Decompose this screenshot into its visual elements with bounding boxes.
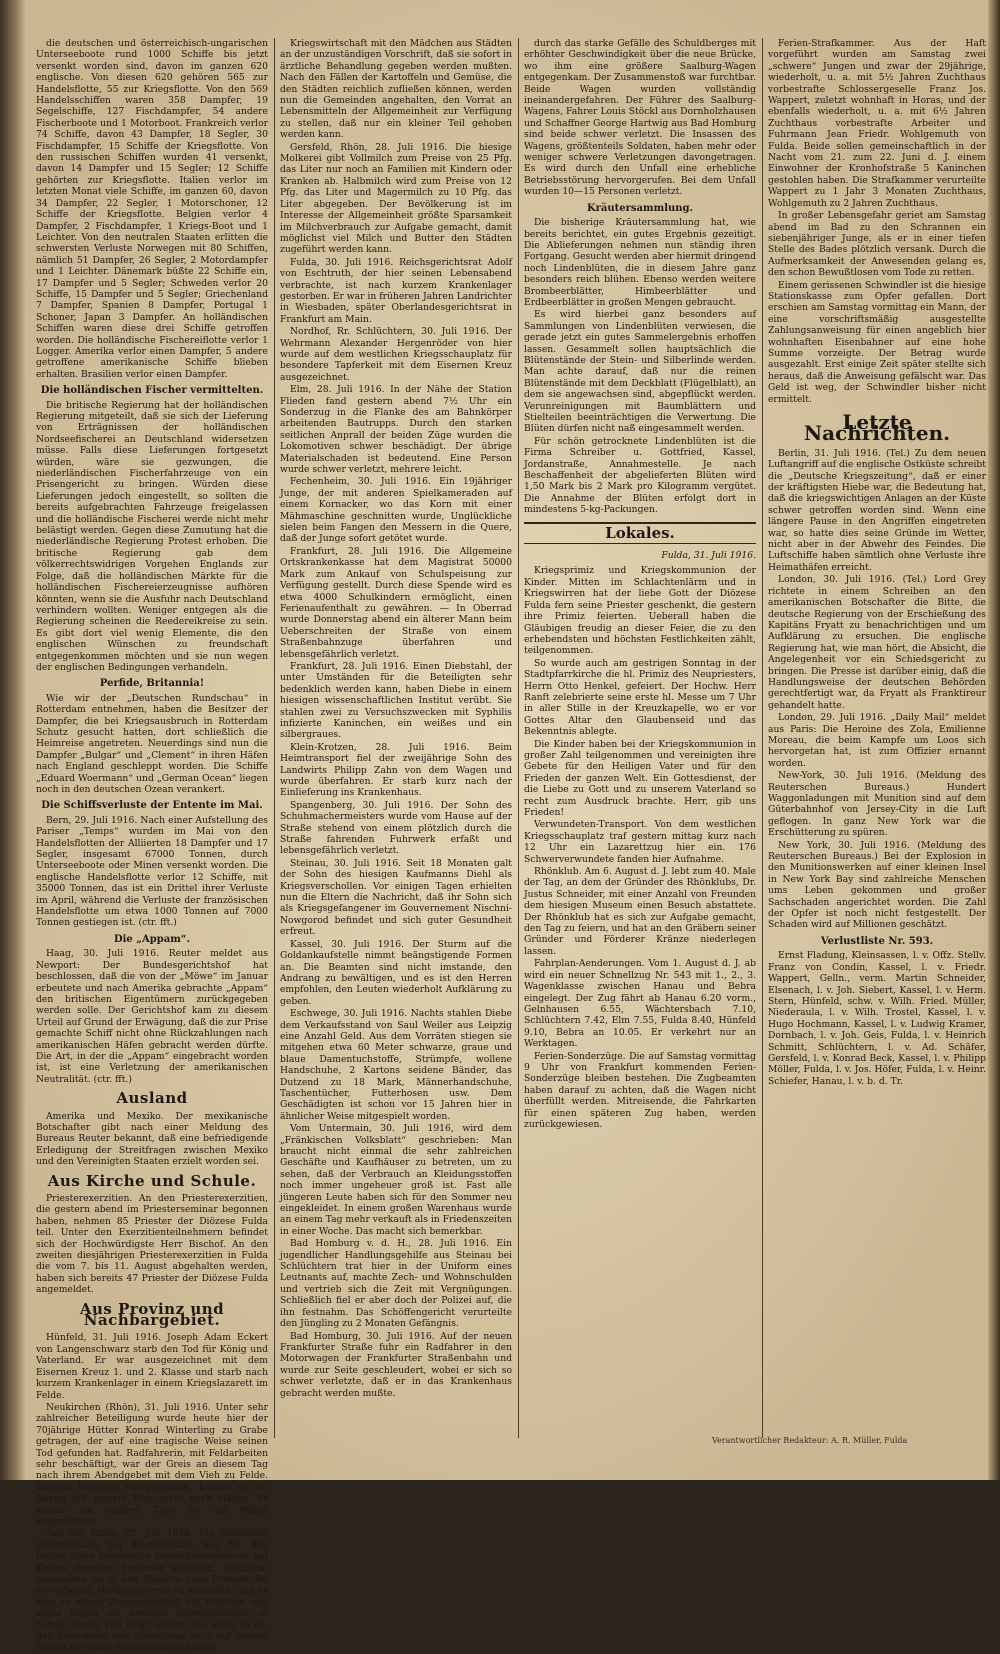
section-heading: Aus Provinz und Nachbargebiet.: [79, 1299, 225, 1330]
article-paragraph: Elm, 28. Juli 1916. In der Nähe der Station Flieden fand gestern abend 7½ Uhr ein Sonderzug in die Flanke des am Bahnkörper arbeitenden Bautrupps. Durch den starken seitlichen Anprall der beiden Züge wurden die Lokomotiven schwer beschädigt. Der übrige Materialschaden ist bedeutend. Eine Person wurde schwer verletzt, mehrere leicht.: [280, 384, 512, 476]
article-paragraph: Aus der Rhön, 28. Juli 1916. Die Gemeinde Unterelsbach bei Mellrichstadt hat für den Bezirk ihres Gemeindes Gewerbekonsument auf Kosten fremden Personen verboten. Trotzdem sammelten sie in den Wäldern viele Fremde. Da es verboten, Himbeerbeeren zu sammeln, und es kam zu einem Zusammenstoß mit Knütteln und sogar gegen die fremden Beerensammler so heftig. Dieser Fall zeigt wieder, wie nötig es ist, daß Einwohner und Auswärtige auch auf diesem Gebiet ein gutes Einvernehmen halten.: [36, 1528, 268, 1654]
article-paragraph: Einem gerissenen Schwindler ist die hiesige Stationskasse zum Opfer gefallen. Dort erschien am Samstag vormittag ein Mann, der eine vorschriftsmäßig ausgestellte Zahlungsanweisung für einen angeblich hier wohnhaften Eisenbahner auf eine hohe Summe vorzeigte. Der Betrag wurde ausgezahlt. Erst einige Zeit später stellte sich heraus, daß die Anweisung gefälscht war. Das Geld ist weg, der Schwindler bisher nicht ermittelt.: [768, 279, 986, 405]
column-4: [768, 38, 986, 1438]
article-paragraph: Ferien-Sonderzüge. Die auf Samstag vormittag 9 Uhr von Frankfurt kommenden Ferien-Sonderzüge bleiben bestehen. Die Zugbeamten haben darauf zu achten, daß die Wagen nicht überfüllt werden. Mitreisende, die Fahrkarten für einen späteren Zug haben, werden zurückgewiesen.: [524, 1050, 756, 1130]
article-paragraph: Spangenberg, 30. Juli 1916. Der Sohn des Schuhmachermeisters wurde vom Hause auf der Straße stehend von einem plötzlich durch die Straße fahrenden Fuhrwerk erfaßt und lebensgefährlich verletzt.: [280, 799, 512, 857]
column-2: [280, 38, 512, 1438]
article-subheading: Die Schiffsverluste der Entente im Mai.: [41, 800, 263, 812]
article-paragraph: Bern, 29. Juli 1916. Nach einer Aufstellung des Pariser „Temps“ wurden im Mai von den Handelsflotten der Alliierten 18 Dampfer und 17 Segler, insgesamt 67000 Tonnen, durch Unterseeboote oder Minen versenkt worden. Die englische Handelsflotte verlor 12 Schiffe, mit 35000 Tonnen, das ist ein Drittel ihrer Verluste im April, während die Verluste der französischen Handelsflotte um etwa 1000 Tonnen auf 7000 Tonnen gestiegen ist. (ctr. fft.): [36, 814, 268, 929]
article-subheading: Die „Appam“.: [113, 933, 191, 945]
footer-credit: Verantwortlicher Redakteur: A. R. Müller, Fulda: [712, 1436, 908, 1445]
dateline: Fulda, 31. Juli 1916.: [661, 550, 756, 562]
column-rule: [762, 38, 763, 1438]
article-paragraph: Vom Untermain, 30. Juli 1916, wird dem „Fränkischen Volksblatt“ geschrieben: Man braucht nicht einmal die sehr zahlreichen Geschäfte und Kaufhäuser zu betreten, um zu sehen, daß der Verbrauch an Kleidungsstoffen noch immer ungeheuer groß ist. Fast alle jüngeren Leute haben sich für den Sommer neu eingekleidet. In einem großen Warenhaus wurde an einem Tag mehr verkauft als in Friedenszeiten in einer Woche. Das macht sich bemerkbar.: [280, 1123, 512, 1237]
binding-edge-left: [0, 0, 26, 1480]
article-subheading: Kräutersammlung.: [586, 202, 694, 214]
article-paragraph: Nordhof, Rr. Schlüchtern, 30. Juli 1916. Der Wehrmann Alexander Hergenröder von hier wurde auf dem westlichen Kriegsschauplatz für besondere Tapferkeit mit dem Eisernen Kreuz ausgezeichnet.: [280, 326, 512, 383]
section-heading: Ausland: [116, 1089, 188, 1108]
article-paragraph: Fechenheim, 30. Juli 1916. Ein 19jähriger Junge, der mit anderen Spielkameraden auf einem Kornacker, wo das Korn mit einer Mähmaschine geschnitten wurde, Unglückliche sielen beim Fangen den Messern in die Quere, daß der Junge sofort getötet wurde.: [280, 476, 512, 545]
article-paragraph: Steinau, 30. Juli 1916. Seit 18 Monaten galt der Sohn des hiesigen Kaufmanns Diehl als Kriegsverschollen. Vor einigen Tagen erhielten nun die Eltern die Nachricht, daß ihr Sohn sich als Kriegsgefangener im Gouvernement Nischni-Nowgorod befindet und sich guter Gesundheit erfreut.: [280, 857, 512, 938]
article-paragraph: Klein-Krotzen, 28. Juli 1916. Beim Heimtransport fiel der zweijährige Sohn des Landwirts Philipp Zahn von dem Wagen und wurde überfahren. Er starb kurz nach der Einlieferung ins Krankenhaus.: [280, 741, 512, 799]
article-paragraph: Priesterexerzitien. An den Priesterexerzitien, die gestern abend im Priesterseminar begonnen haben, nehmen 85 Priester der Diözese Fulda teil. Unter den Exerzitienteilnehmern befindet sich der Hochwürdigste Herr Bischof. An den zweiten diesjährigen Priesterexerzitien in Fulda die vom 7. bis 11. August abgehalten werden, haben sich bereits 47 Priester der Diözese Fulda angemeldet.: [36, 1193, 268, 1296]
article-subheading: Perfide, Britannia!: [99, 678, 205, 690]
article-paragraph: Frankfurt, 28. Juli 1916. Einen Diebstahl, der unter Umständen für die Beteiligten sehr bedenklich werden kann, haben Diebe in einem hiesigen wissenschaftlichen Institut verübt. Sie stahlen zwei zu Versuchszwecken mit Syphilis infizierte Kaninchen, ein weißes und ein silbergraues.: [280, 660, 512, 741]
column-3: [524, 38, 756, 1438]
binding-edge-right: [988, 0, 1000, 1480]
column-rule: [274, 38, 275, 1438]
article-paragraph: New-York, 30. Juli 1916. (Meldung des Reuterschen Bureaus.) Hundert Waggonladungen mit Munition sind auf dem Güterbahnhof von Jersey-City in die Luft geflogen. In ganz New York war die Erschütterung zu spüren.: [768, 770, 986, 839]
article-paragraph: Neukirchen (Rhön), 31. Juli 1916. Unter sehr zahlreicher Beteiligung wurde heute hier der 70jährige Hütter Konrad Winterling zu Grabe getragen, der auf eine tragische Weise seinen Tod gefunden hat. Radfahrerin, mit Feldarbeiten sehr beschäftigt, war der Greis an diesem Tag nach ihrem Abendgebet mit dem Vieh zu Felde. Diesem Wunsche entsprechend, kommt er am Abend mit seinem Vieh nicht nach Hause. Er wurde am andern Tage tot im Walde aufgefunden.: [36, 1401, 268, 1527]
article-paragraph: Kriegswirtschaft mit den Mädchen aus Städten an der unzuständigen Vorschrift, daß sie sofort in ärztliche Behandlung gegeben werden mußten. Nach den Fällen der Kartoffeln und Gemüse, die den Städten reichlich zufließen können, werden nun die Gemeinden angehalten, den Vorrat an Lebensmitteln der Allgemeinheit zur Verfügung zu stellen, daß nur ein kleiner Teil gehoben werden kann.: [280, 38, 512, 141]
column-rule: [518, 38, 519, 1438]
article-paragraph: Frankfurt, 28. Juli 1916. Die Allgemeine Ortskrankenkasse hat dem Magistrat 50000 Mark zum Ankauf von Schulspeisung zur Verfügung gestellt. Durch diese Spende wird es etwa 4000 Schulkindern ermöglicht, einen Ferienaufenthalt zu gewähren. — In Oberrad wurde Donnerstag abend ein älterer Mann beim Ueberschreiten der Straße von einem Straßenbahnzuge überfahren und lebensgefährlich verletzt.: [280, 545, 512, 660]
article-paragraph: Hünfeld, 31. Juli 1916. Joseph Adam Eckert von Langenschwarz starb den Tod für König und Vaterland. Er war ausgezeichnet mit dem Eisernen Kreuz 1. und 2. Klasse und starb nach kurzem Krankenlager in einem Kriegslazarett im Felde.: [36, 1332, 268, 1401]
article-paragraph: Amerika und Mexiko. Der mexikanische Botschafter gibt nach einer Meldung des Bureaus Reuter bekannt, daß eine befriedigende Erledigung der Streitfragen zwischen Mexiko und den Vereinigten Staaten erzielt worden sei.: [36, 1110, 268, 1168]
column-1: [36, 38, 268, 1654]
article-paragraph: Bad Homburg v. d. H., 28. Juli 1916. Ein jugendlicher Handlungsgehilfe aus Steinau bei Schlüchtern trat hier in der Uniform eines Leutnants auf, machte Zech- und Wohnschulden und vertrieb sich die Zeit mit Vergnügungen. Schließlich fiel er aber doch der Polizei auf, die ihn festnahm. Das Schöffengericht verurteilte den Jüngling zu 2 Monaten Gefängnis.: [280, 1238, 512, 1330]
article-subheading: Die holländischen Fischer vermittelten.: [40, 385, 264, 397]
article-paragraph: Es wird hierbei ganz besonders auf Sammlungen von Lindenblüten verwiesen, die gerade jetzt ein gutes Sammelergebnis erhoffen lassen. Gesammelt sollen hauptsächlich die Blütenstände der Stein- und Silberlinde werden. Man achte darauf, daß nur die reinen Blütenstände mit dem Deckblatt (Flügelblatt), an dem sie angewachsen sind, abgepflückt werden. Verunreinigungen mit Baumblättern und Stielteilen beeinträchtigen die Verwertung. Die Blüten dürfen nicht naß eingesammelt werden.: [524, 309, 756, 435]
article-paragraph: Fulda, 30. Juli 1916. Reichsgerichtsrat Adolf von Eschtruth, der hier seinen Lebensabend verbrachte, ist nach kurzem Krankenlager gestorben. Er war in früheren Jahren Landrichter in Wiesbaden, später Oberlandesgerichtsrat in Frankfurt am Main.: [280, 256, 512, 325]
article-paragraph: Verwundeten-Transport. Von dem westlichen Kriegsschauplatz traf gestern mittag kurz nach 12 Uhr ein Lazarettzug hier ein. 176 Schwerverwundete fanden hier Aufnahme.: [524, 819, 756, 865]
article-paragraph: Die Kinder haben bei der Kriegskommunion in großer Zahl teilgenommen und vereinigten ihre Gebete für den Heiligen Vater und für den Frieden der ganzen Welt. Ein Gottesdienst, der die Liebe zu Gott und zu unserem Vaterland so recht zum Ausdruck brachte. Herr, gib uns Frieden!: [524, 738, 756, 818]
article-paragraph: Ernst Fladung, Kleinsassen, l. v. Offz. Stellv. Franz von Condin, Kassel, l. v. Friedr. Wappert, Gelln., verm. Martin Schneider, Elsenach, l. v. Joh. Siebert, Kassel, l. v. Herm. Stern, Hünfeld, schw. v. Wilh. Fried. Müller, Niederaula, l. v. Wilh. Trostel, Kassel, l. v. Hugo Hochmann, Kassel, l. v. Ludwig Kramer, Dornbach, l. v. Joh. Geis, Fulda, l. v. Heinrich Schmitt, Schlüchtern, l. v. Ad. Schäfer, Gersfeld, l. v. Konrad Beck, Kassel, l. v. Philipp Möller, Fulda, l. v. Jos. Höfer, Fulda, l. v. Heinr. Schiefer, Hanau, l. v. b. d. Tr.: [768, 950, 986, 1087]
article-paragraph: Kriegsprimiz und Kriegskommunion der Kinder. Mitten im Schlachtenlärm und in Kriegswirren hat der liebe Gott der Diözese Fulda fern seine Priester geschenkt, die gestern ihre Primiz feierten. Ueberall haben die Gläubigen freudig an dieser Feier, die zu den erhebendsten und höchsten Festlichkeiten zählt, teilgenommen.: [524, 565, 756, 657]
section-heading-large: Letzte Nachrichten.: [803, 410, 951, 446]
article-paragraph: London, 29. Juli 1916. „Daily Mail“ meldet aus Paris: Die Heroine des Zola, Emilienne Moreau, die beim Kampfe um Loos sich hervorgetan hat, ist zum Offizier ernannt worden.: [768, 712, 986, 769]
article-paragraph: Rhönklub. Am 6. August d. J. lebt zum 40. Male der Tag, an dem der Gründer des Rhönklubs, Dr. Justus Schneider, mit einer Anzahl von Freunden dem hiesigen Museum einen Besuch abstattete. Der Rhönklub hat es sich zur Aufgabe gemacht, den Tag zu feiern, und hat an den Gräbern seiner Gründer und Förderer Kränze niederlegen lassen.: [524, 866, 756, 957]
article-paragraph: Bad Homburg, 30. Juli 1916. Auf der neuen Frankfurter Straße fuhr ein Radfahrer in den Motorwagen der Frankfurter Straßenbahn und wurde zur Seite geschleudert, wobei er sich so schwer verletzte, daß er in das Krankenhaus gebracht werden mußte.: [280, 1330, 512, 1399]
article-paragraph: Für schön getrocknete Lindenblüten ist die Firma Schreiber u. Gottfried, Kassel, Jordanstraße, Annahmestelle. Je nach Beschaffenheit der abgelieferten Blüten wird 1,50 Mark bis 2 Mark pro Kilogramm vergütet. Die Annahme der Blüten erfolgt dort in mindestens 5-kg-Packungen.: [524, 435, 756, 516]
article-paragraph: Eschwege, 30. Juli 1916. Nachts stahlen Diebe dem Verkaufsstand von Saul Weiler aus Leipzig eine Anzahl Geld. Aus dem Vorräten stiegen sie mitgehen etwa 60 Meter schwarze, graue und blaue Damentuchstoffe, Strümpfe, wollene Handschuhe, 2 Kartons seidene Bänder, das Dutzend zu 18 Mark, Männerhandschuhe, Taschentücher, Futterhosen usw. Dem Geschädigten ist schon vor 15 Jahren hier in ähnlicher Weise mitgespielt worden.: [280, 1008, 512, 1122]
article-paragraph: Fahrplan-Aenderungen. Vom 1. August d. J. ab wird ein neuer Schnellzug Nr. 543 mit 1., 2., 3. Wagenklasse zwischen Hanau und Bebra eingelegt. Der Zug fährt ab Hanau 6.20 vorm., Gelnhausen 6.55, Wächtersbach 7.10, Schlüchtern 7.42, Elm 7.55, Fulda 8.40, Hünfeld 9.10, Bebra an 10.05. Er verkehrt nur an Werktagen.: [524, 958, 756, 1050]
section-heading-lokales: Lokales.: [524, 522, 756, 544]
section-heading: Aus Kirche und Schule.: [47, 1171, 257, 1190]
article-paragraph: Gersfeld, Rhön, 28. Juli 1916. Die hiesige Molkerei gibt Vollmilch zum Preise von 25 Pfg. das Liter nur noch an Familien mit Kindern oder Kranken ab. Halbmilch wird zum Preise von 12 Pfg. das Liter und Magermilch zu 10 Pfg. das Liter abgegeben. Der Bevölkerung ist im Interesse der Allgemeinheit größte Sparsamkeit im Milchverbrauch zur Aufgabe gemacht, damit möglichst viel Milch und Butter den Städten zugeführt werden kann.: [280, 141, 512, 256]
article-paragraph: Wie wir der „Deutschen Rundschau“ in Rotterdam entnehmen, haben die Besitzer der Dampfer, die bei Kriegsausbruch in Rotterdam Schutz gesucht hatten, dort schließlich die Heimreise angetreten. Neuerdings sind nun die Dampfer „Bulgar“ und „Clement“ in ihren Häfen nach England geschleppt worden. Die Schiffe „Eduard Woermann“ und „German Ocean“ liegen noch in den deutschen Ozean verankert.: [36, 692, 268, 795]
article-paragraph: Kassel, 30. Juli 1916. Der Sturm auf die Goldankaufstelle nimmt beängstigende Formen an. Die Beamten sind nicht imstande, den Andrang zu bewältigen, und es ist den Herren empfohlen, den Leuten wiederholt Aufklärung zu geben.: [280, 938, 512, 1007]
article-paragraph: durch das starke Gefälle des Schuldberges mit erhöhter Geschwindigkeit über die neue Brücke, wo ihm eine größere Saalburg-Wagen entgegenkam. Der Zusammenstoß war furchtbar. Beide Wagen wurden vollständig ineinandergefahren. Der Führer des Saalburg-Wagens, Fahrer Louis Stöckl aus Dornholzhausen und Schaffner George Hartwig aus Bad Homburg sind beide schwer verletzt. Die Insassen des Wagens, größtenteils Soldaten, haben mehr oder weniger schwere Verletzungen davongetragen. Es wird durch den Unfall eine erhebliche Betriebsstörung hervorgerufen. Bei dem Unfall wurden 10—15 Personen verletzt.: [524, 38, 756, 198]
article-paragraph: So wurde auch am gestrigen Sonntag in der Stadtpfarrkirche die hl. Primiz des Neupriesters, Herrn Otto Henkel, gefeiert. Der Hochw. Herr Ranft zelebrierte seine erste hl. Messe um 7 Uhr in aller Stille in der Kreuzkapelle, wo er vor Gottes Altar den Glaubenseid und das Bekenntnis ablegte.: [524, 657, 756, 738]
article-paragraph: Die bisherige Kräutersammlung hat, wie bereits berichtet, ein gutes Ergebnis gezeitigt. Die Ablieferungen nehmen nun ständig ihren Fortgang. Gesucht werden aber hiermit dringend noch Lindenblüten, die in diesem Jahre ganz besonders reich blühen. Ebenso werden weitere Brombeerblätter, Himbeerblätter und Erdbeerblätter in großen Mengen gebraucht.: [524, 217, 756, 308]
article-subheading: Verlustliste Nr. 593.: [820, 935, 934, 947]
article-paragraph: London, 30. Juli 1916. (Tel.) Lord Grey richtete in einem Schreiben an den amerikanischen Botschafter die Bitte, die deutsche Regierung von der Erschießung des Kapitäns Fryatt zu benachrichtigen und um Aufklärung zu ersuchen. Die englische Regierung hat, wie man hört, die Absicht, die Angelegenheit vor ein Schiedsgericht zu bringen. Die Presse ist darüber einig, daß die Handlungsweise der deutschen Behörden gerechtfertigt war, da Fryatt als Franktireur gehandelt hatte.: [768, 574, 986, 711]
article-paragraph: die deutschen und österreichisch-ungarischen Unterseeboote rund 1000 Schiffe bis jetzt versenkt worden sind, davon im ganzen 620 englische. Von diesen 620 gehören 565 zur Handelsflotte, 55 zur Kriegsflotte. Von den 569 Handelsschiffen waren 358 Dampfer, 19 Segelschiffe, 127 Fischdampfer, 54 andere Fischerboote und 1 Motorboot. Frankreich verlor 74 Schiffe, davon 43 Dampfer, 18 Segler, 30 Fischdampfer, 15 Schiffe der Kriegsflotte. Von den russischen Schiffen wurden 41 versenkt, davon 14 Dampfer und 15 Segler; 12 Schiffe gehörten zur Kriegsflotte. Italien verlor im letzten Monat viele Schiffe, im ganzen 60, davon 34 Dampfer, 22 Segler, 1 Motorschoner, 12 Schiffe der Kriegsflotte. Belgien verlor 4 Dampfer, 2 Fischdampfer, 1 Kriegs-Boot und 1 Leichter. Von den neutralen Staaten erlitten die schwersten Verluste Norwegen mit 80 Schiffen, nämlich 51 Dampfer, 26 Segler, 2 Motordampfer und 1 Leichter. Dänemark büßte 22 Schiffe ein, 17 Dampfer und 5 Segler; Schweden verlor 20 Schiffe, 15 Dampfer und 5 Segler; Griechenland 7 Dampfer, Spanien 8 Dampfer, Portugal 1 Schoner, Japan 3 Dampfer. An holländischen Schiffen waren diese drei Schiffe getroffen worden. Die holländische Fischereiflotte verlor 1 Logger. Amerika verlor einen Dampfer, 5 andere getroffene amerikanische Schiffe blieben erhalten. Brasilien verlor einen Dampfer.: [36, 38, 268, 380]
article-paragraph: Berlin, 31. Juli 1916. (Tel.) Zu dem neuen Luftangriff auf die englische Ostküste schreibt die „Deutsche Kriegszeitung“, daß er einer der kräftigsten Hiebe war, die Bedeutung hat, daß die kriegswichtigen Anlagen an der Küste schwer getroffen worden sind. Wenn eine längere Pause in den Angriffen eingetreten war, so hatte dies seine Gründe im Wetter, nicht aber in der Abwehr des Feindes. Die Luftschiffe haben sämtlich ohne Verluste ihre Heimathäfen erreicht.: [768, 447, 986, 573]
article-paragraph: Die britische Regierung hat der holländischen Regierung mitgeteilt, daß sie sich der Lieferung von Erträgnissen der holländischen Nordseefischerei an Deutschland widersetzen müsse. Falls diese Lieferungen fortgesetzt würden, wäre sie gezwungen, die niederländischen Fischerfahrzeuge von ein Prisengericht zu bringen. Würden diese Lieferungen jedoch eingestellt, so sollten die bereits aufgebrachten Fahrzeuge freigelassen und die holländische Fischerei werde nicht mehr belästigt werden. Gegen diese Zumutung hat die niederländische Regierung Protest erhoben. Die britische Regierung gab dem völkerrechtswidrigen Vorgehen Englands zur Folge, daß die holländischen Märkte für die holländischen Fischereierzeugnisse aufhören könnten, wenn sie die Ausfuhr nach Deutschland verhindern wollten. Weniger entgegen als die Regierung scheinen die Reedereikreise zu sein. Es gibt dort viel wenig Elemente, die den englischen Wünschen zu freundschaft entgegenkommen möchten und sie nun wegen der englischen Bedingungen verhandeln.: [36, 399, 268, 673]
article-paragraph: New York, 30. Juli 1916. (Meldung des Reuterschen Bureaus.) Bei der Explosion in den Munitionswerken auf einer kleinen Insel in New York Bay sind zahlreiche Menschen ums Leben gekommen und großer Sachschaden angerichtet worden. Die Zahl der Opfer ist noch nicht festgestellt. Der Schaden wird auf Millionen geschätzt.: [768, 839, 986, 931]
article-paragraph: In großer Lebensgefahr geriet am Samstag abend im Bad zu den Schrannen ein siebenjähriger Junge, als er in einer tiefen Stelle des Bades plötzlich versank. Durch die Aufmerksamkeit der Anwesenden gelang es, den schon Bewußtlosen vom Tode zu retten.: [768, 210, 986, 279]
article-paragraph: Haag, 30. Juli 1916. Reuter meldet aus Newport: Der Bundesgerichtshof hat beschlossen, daß die von der „Möwe“ im Januar erbeutete und nach Amerika gebrachte „Appam“ den britischen Eigentümern zurückgegeben werden solle. Der Gerichtshof kam zu diesem Urteil auf Grund der Erwägung, daß die zur Prise gemachte Schiff nicht ohne Rückzahlungen nach amerikanischen Häfen gebracht werden dürfte. Die Art, in der die „Appam“ eingebracht worden ist, ist eine Verletzung der amerikanischen Neutralität. (ctr. fft.): [36, 948, 268, 1085]
article-paragraph: Ferien-Strafkammer. Aus der Haft vorgeführt wurden am Samstag zwei „schwere“ Jungen und zwar der 29jährige, wiederholt, u. a. mit 5½ Jahren Zuchthaus vorbestrafte Schlossergeselle Franz Jos. Wappert, zuletzt wohnhaft in Horas, und der ebenfalls wiederholt, u. a. mit 6½ Jahren Zuchthaus vorbestrafte Arbeiter und Fuhrmann Jean Friedr. Wohlgemuth von Fulda. Beide sollen gemeinschaftlich in der Nacht vom 21. zum 22. Juni d. J. einem Einwohner der Kronhofstraße 5 Kaninchen gestohlen haben. Die Strafkammer verurteilte Wappert zu 1 Jahr 3 Monaten Zuchthaus, Wohlgemuth zu 2 Jahren Zuchthaus.: [768, 38, 986, 209]
